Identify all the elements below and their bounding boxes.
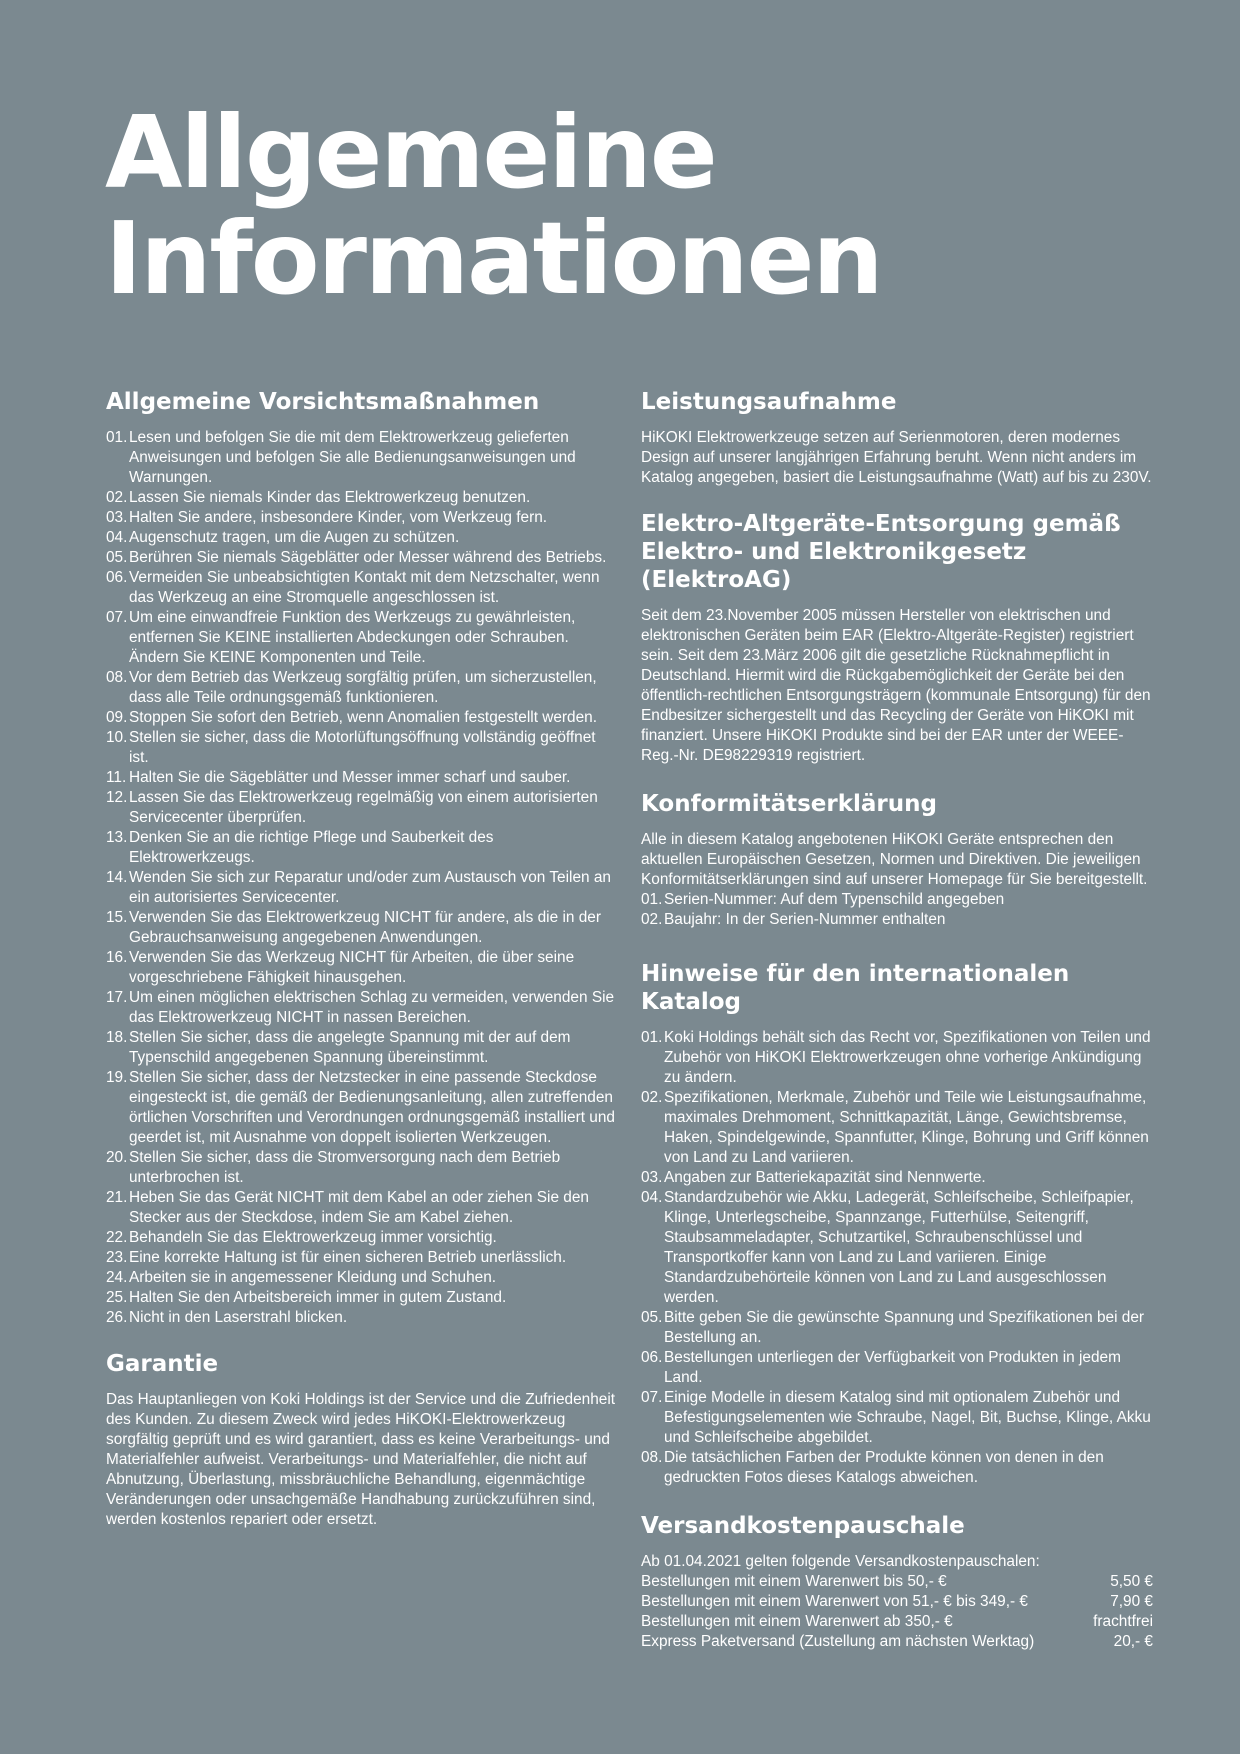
list-item-text: Angaben zur Batteriekapazität sind Nennwerte. <box>664 1169 986 1186</box>
list-item-text: Bitte geben Sie die gewünschte Spannung und Spezifikationen bei der Bestellung an. <box>664 1309 1145 1346</box>
shipping-table <box>641 1572 1153 1652</box>
list-item-number: 24. <box>106 1269 128 1286</box>
list-item <box>106 1288 618 1308</box>
list-item <box>106 668 618 708</box>
list-item-text: Baujahr: In der Serien-Nummer enthalten <box>664 911 946 928</box>
left-column <box>106 388 618 1530</box>
shipping-price: 20,- € <box>1113 1633 1153 1650</box>
list-item-text: Standardzubehör wie Akku, Ladegerät, Schleifscheibe, Schleifpapier, Klinge, Unterlegscheibe, Spannzange, Futterhülse, Seitengriff, Staubsammeladapter, Schutzartikel, Schraubenschlüssel und Transportkoffer kann von Land zu Land variieren. Einige Standardzubehörteile können von Land zu Land ausgeschlossen werden. <box>664 1189 1134 1306</box>
international-section <box>641 960 1153 1488</box>
international-list <box>641 1028 1153 1488</box>
shipping-row <box>641 1592 1153 1612</box>
list-item <box>106 768 618 788</box>
shipping-price: 7,90 € <box>1110 1593 1153 1610</box>
list-item-number: 17. <box>106 989 128 1006</box>
list-item-text: Die tatsächlichen Farben der Produkte können von denen in den gedruckten Fotos dieses Katalogs abweichen. <box>664 1449 1104 1486</box>
disposal-heading-line-1: Elektro-Altgeräte-Entsorgung gemäß <box>641 511 1121 537</box>
list-item-number: 23. <box>106 1249 128 1266</box>
list-item-number: 05. <box>641 1309 663 1326</box>
list-item-text: Lassen Sie das Elektrowerkzeug regelmäßig von einem autorisierten Servicecenter überprüfen. <box>129 789 598 826</box>
list-item-number: 07. <box>641 1389 663 1406</box>
list-item <box>106 1188 618 1228</box>
conformity-text: Alle in diesem Katalog angebotenen HiKOKI Geräte entsprechen den aktuellen Europäischen Gesetzen, Normen und Direktiven. Die jeweiligen Konformitätserklärungen sind auf unserer Homepage für Sie bereitgestellt. <box>641 831 1148 888</box>
list-item-text: Koki Holdings behält sich das Recht vor, Spezifikationen von Teilen und Zubehör von HiKOKI Elektrowerkzeugen ohne vorherige Ankündigung zu ändern. <box>664 1029 1151 1086</box>
list-item <box>106 548 618 568</box>
disposal-section <box>641 510 1153 766</box>
page-title <box>105 94 882 317</box>
list-item-text: Um einen möglichen elektrischen Schlag zu vermeiden, verwenden Sie das Elektrowerkzeug NICHT in nassen Bereichen. <box>129 989 615 1026</box>
list-item-text: Berühren Sie niemals Sägeblätter oder Messer während des Betriebs. <box>129 549 607 566</box>
precautions-list <box>106 428 618 1328</box>
list-item-text: Stellen Sie sicher, dass die Stromversorgung nach dem Betrieb unterbrochen ist. <box>129 1149 561 1186</box>
international-heading: Hinweise für den internationalen Katalog <box>641 961 1070 1015</box>
shipping-label: Bestellungen mit einem Warenwert bis 50,- € <box>641 1573 947 1590</box>
list-item-text: Lassen Sie niemals Kinder das Elektrowerkzeug benutzen. <box>129 489 531 506</box>
list-item <box>106 1228 618 1248</box>
list-item-number: 01. <box>641 1029 663 1046</box>
list-item-text: Vor dem Betrieb das Werkzeug sorgfältig prüfen, um sicherzustellen, dass alle Teile ordnungsgemäß funktionieren. <box>129 669 597 706</box>
list-item <box>106 1068 618 1148</box>
list-item-text: Stellen sie sicher, dass die Motorlüftungsöffnung vollständig geöffnet ist. <box>129 729 596 766</box>
list-item <box>641 1188 1153 1308</box>
list-item <box>641 890 1153 910</box>
list-item <box>106 908 618 948</box>
list-item-text: Wenden Sie sich zur Reparatur und/oder zum Austausch von Teilen an ein autorisiertes Servicecenter. <box>129 869 611 906</box>
list-item-number: 18. <box>106 1029 128 1046</box>
shipping-price: frachtfrei <box>1093 1613 1153 1630</box>
warranty-heading: Garantie <box>106 1351 219 1377</box>
list-item-number: 05. <box>106 549 128 566</box>
list-item-text: Denken Sie an die richtige Pflege und Sauberkeit des Elektrowerkzeugs. <box>129 829 494 866</box>
list-item-number: 10. <box>106 729 128 746</box>
shipping-intro: Ab 01.04.2021 gelten folgende Versandkostenpauschalen: <box>641 1553 1040 1570</box>
warranty-section <box>106 1350 618 1530</box>
precautions-section <box>106 388 618 1328</box>
list-item-number: 20. <box>106 1149 128 1166</box>
list-item-text: Stellen Sie sicher, dass die angelegte Spannung mit der auf dem Typenschild angegebenen Spannung übereinstimmt. <box>129 1029 571 1066</box>
shipping-price: 5,50 € <box>1110 1573 1153 1590</box>
list-item-number: 03. <box>106 509 128 526</box>
list-item-text: Spezifikationen, Merkmale, Zubehör und Teile wie Leistungsaufnahme, maximales Drehmoment, Schnittkapazität, Länge, Gewichtsbremse, Haken, Spindelgewinde, Spannfutter, Klinge, Bohrung und Griff können von Land zu Land variieren. <box>664 1089 1149 1166</box>
list-item-number: 02. <box>106 489 128 506</box>
list-item <box>641 1028 1153 1088</box>
list-item-number: 01. <box>641 891 663 908</box>
list-item <box>106 728 618 768</box>
list-item-text: Arbeiten sie in angemessener Kleidung und Schuhen. <box>129 1269 497 1286</box>
list-item-text: Verwenden Sie das Werkzeug NICHT für Arbeiten, die über seine vorgeschriebene Fähigkeit hinausgehen. <box>129 949 575 986</box>
precautions-heading: Allgemeine Vorsichtsmaßnahmen <box>106 389 540 415</box>
list-item-number: 14. <box>106 869 128 886</box>
shipping-label: Bestellungen mit einem Warenwert von 51,- € bis 349,- € <box>641 1593 1028 1610</box>
list-item <box>106 828 618 868</box>
disposal-heading <box>641 510 1153 594</box>
disposal-heading-line-2: Elektro- und Elektronikgesetz (ElektroAG) <box>641 539 1027 593</box>
list-item-text: Einige Modelle in diesem Katalog sind mit optionalem Zubehör und Befestigungselementen wie Schraube, Nagel, Bit, Buchse, Klinge, Akku und Schleifscheibe abgebildet. <box>664 1389 1151 1446</box>
list-item-text: Nicht in den Laserstrahl blicken. <box>129 1309 348 1326</box>
list-item <box>641 910 1153 930</box>
list-item-text: Lesen und befolgen Sie die mit dem Elektrowerkzeug gelieferten Anweisungen und befolgen Sie alle Bedienungsanweisungen und Warnungen. <box>129 429 576 486</box>
list-item <box>641 1088 1153 1168</box>
list-item-number: 09. <box>106 709 128 726</box>
list-item <box>106 1268 618 1288</box>
list-item-number: 22. <box>106 1229 128 1246</box>
list-item <box>641 1448 1153 1488</box>
list-item-text: Halten Sie andere, insbesondere Kinder, vom Werkzeug fern. <box>129 509 548 526</box>
list-item-number: 25. <box>106 1289 128 1306</box>
list-item-text: Heben Sie das Gerät NICHT mit dem Kabel an oder ziehen Sie den Stecker aus der Steckdose, indem Sie am Kabel ziehen. <box>129 1189 589 1226</box>
list-item-number: 21. <box>106 1189 128 1206</box>
shipping-label: Bestellungen mit einem Warenwert ab 350,- € <box>641 1613 953 1630</box>
list-item-text: Behandeln Sie das Elektrowerkzeug immer vorsichtig. <box>129 1229 497 1246</box>
list-item <box>106 528 618 548</box>
list-item-number: 08. <box>641 1449 663 1466</box>
shipping-section <box>641 1512 1153 1652</box>
conformity-heading: Konformitätserklärung <box>641 791 937 817</box>
list-item-number: 03. <box>641 1169 663 1186</box>
list-item-text: Um eine einwandfreie Funktion des Werkzeugs zu gewährleisten, entfernen Sie KEINE installierten Abdeckungen oder Schrauben. Ändern Sie KEINE Komponenten und Teile. <box>129 609 576 666</box>
warranty-text: Das Hauptanliegen von Koki Holdings ist der Service und die Zufriedenheit des Kunden. Zu diesem Zweck wird jedes HiKOKI-Elektrowerkzeug sorgfältig geprüft und es wird garantiert, dass es keine Verarbeitungs- und Materialfehler aufweist. Verarbeitungs- und Materialfehler, die nicht auf Abnutzung, Überlastung, missbräuchliche Behandlung, eigenmächtige Veränderungen oder unsachgemäße Handhabung zurückzuführen sind, werden kostenlos repariert oder ersetzt. <box>106 1391 616 1528</box>
list-item-number: 19. <box>106 1069 128 1086</box>
list-item <box>106 608 618 668</box>
list-item-number: 02. <box>641 911 663 928</box>
list-item <box>641 1308 1153 1348</box>
list-item <box>106 1248 618 1268</box>
list-item-number: 11. <box>106 769 127 786</box>
list-item <box>106 708 618 728</box>
conformity-section <box>641 790 1153 930</box>
right-column <box>641 388 1153 1652</box>
list-item <box>106 788 618 828</box>
disposal-text: Seit dem 23.November 2005 müssen Hersteller von elektrischen und elektronischen Geräten beim EAR (Elektro-Altgeräte-Register) registriert sein. Seit dem 23.März 2006 gilt die gesetzliche Rücknahmepflicht in Deutschland. Hiermit wird die Rückgabemöglichkeit der Geräte bei den öffentlich-rechtlichen Entsorgungsträgern (kommunale Entsorgung) für den Endbesitzer sichergestellt und das Recycling der Geräte von HiKOKI mit finanziert. Unsere HiKOKI Produkte sind bei der EAR unter der WEEE-Reg.-Nr. DE98229319 registriert. <box>641 607 1151 764</box>
list-item <box>106 1028 618 1068</box>
list-item-number: 06. <box>106 569 128 586</box>
list-item-number: 15. <box>106 909 128 926</box>
list-item <box>106 428 618 488</box>
list-item-number: 13. <box>106 829 128 846</box>
list-item-text: Eine korrekte Haltung ist für einen sicheren Betrieb unerlässlich. <box>129 1249 567 1266</box>
list-item-number: 01. <box>106 429 128 446</box>
shipping-heading: Versandkostenpauschale <box>641 1513 965 1539</box>
list-item-text: Halten Sie die Sägeblätter und Messer immer scharf und sauber. <box>129 769 571 786</box>
page-title-line-2: Informationen <box>105 200 882 317</box>
list-item-text: Bestellungen unterliegen der Verfügbarkeit von Produkten in jedem Land. <box>664 1349 1121 1386</box>
list-item-text: Augenschutz tragen, um die Augen zu schützen. <box>129 529 460 546</box>
shipping-row <box>641 1612 1153 1632</box>
list-item <box>106 568 618 608</box>
list-item-text: Serien-Nummer: Auf dem Typenschild angegeben <box>664 891 1005 908</box>
list-item-number: 07. <box>106 609 128 626</box>
list-item <box>641 1388 1153 1448</box>
page-title-line-1: Allgemeine <box>105 94 716 211</box>
list-item-number: 06. <box>641 1349 663 1366</box>
shipping-row <box>641 1632 1153 1652</box>
list-item <box>106 988 618 1028</box>
shipping-row <box>641 1572 1153 1592</box>
list-item <box>106 1148 618 1188</box>
list-item <box>106 868 618 908</box>
list-item <box>641 1348 1153 1388</box>
conformity-list <box>641 890 1153 930</box>
list-item-text: Vermeiden Sie unbeabsichtigten Kontakt mit dem Netzschalter, wenn das Werkzeug an eine Stromquelle angeschlossen ist. <box>129 569 600 606</box>
list-item-text: Stoppen Sie sofort den Betrieb, wenn Anomalien festgestellt werden. <box>129 709 597 726</box>
list-item-number: 04. <box>641 1189 663 1206</box>
list-item-number: 08. <box>106 669 128 686</box>
list-item <box>106 948 618 988</box>
list-item-number: 02. <box>641 1089 663 1106</box>
power-text: HiKOKI Elektrowerkzeuge setzen auf Serienmotoren, deren modernes Design auf unserer langjährigen Erfahrung beruht. Wenn nicht anders im Katalog angegeben, basiert die Leistungsaufnahme (Watt) auf bis zu 230V. <box>641 429 1152 486</box>
list-item <box>106 508 618 528</box>
list-item-number: 04. <box>106 529 128 546</box>
list-item-text: Verwenden Sie das Elektrowerkzeug NICHT für andere, als die in der Gebrauchsanweisung angegebenen Anwendungen. <box>129 909 601 946</box>
power-section <box>641 388 1153 488</box>
shipping-label: Express Paketversand (Zustellung am nächsten Werktag) <box>641 1633 1035 1650</box>
list-item <box>641 1168 1153 1188</box>
list-item <box>106 1308 618 1328</box>
list-item-text: Stellen Sie sicher, dass der Netzstecker in eine passende Steckdose eingesteckt ist, die gemäß der Bedienungsanleitung, allen zutreffenden örtlichen Vorschriften und Verordnungen ordnungsgemäß installiert und geerdet ist, mit Ausnahme von doppelt isolierten Werkzeugen. <box>129 1069 615 1146</box>
list-item-text: Halten Sie den Arbeitsbereich immer in gutem Zustand. <box>129 1289 507 1306</box>
list-item-number: 26. <box>106 1309 128 1326</box>
power-heading: Leistungsaufnahme <box>641 389 897 415</box>
list-item-number: 16. <box>106 949 128 966</box>
list-item <box>106 488 618 508</box>
list-item-number: 12. <box>106 789 128 806</box>
